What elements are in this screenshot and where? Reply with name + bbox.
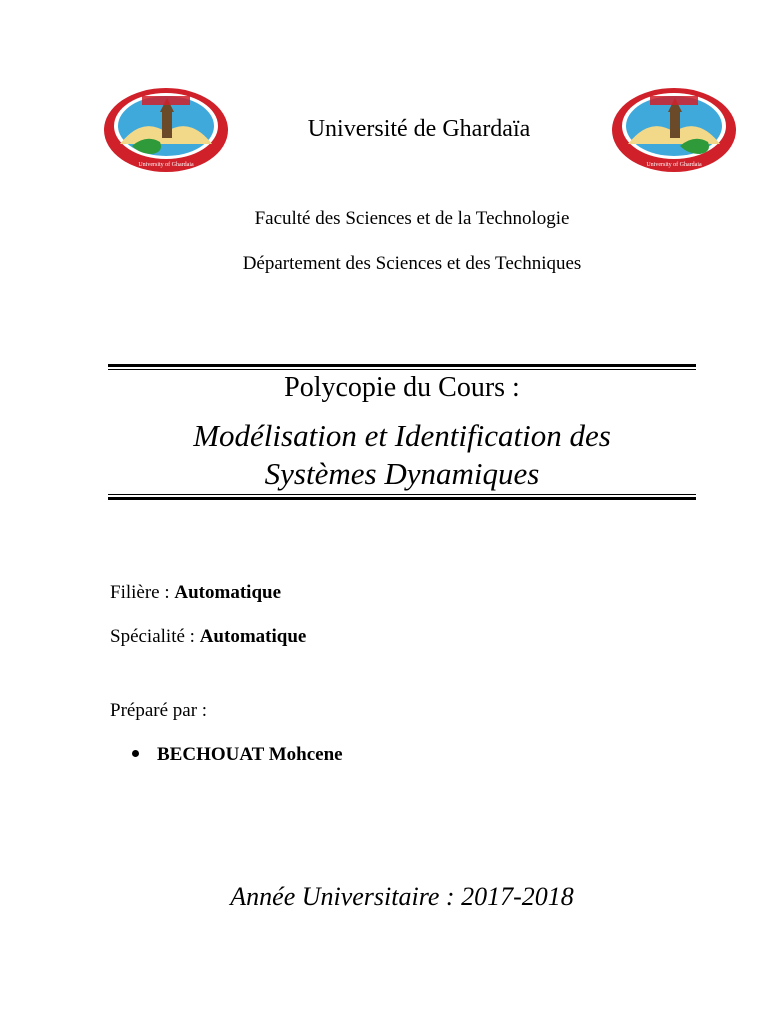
faculty-name: Faculté des Sciences et de la Technologie	[254, 208, 570, 229]
bullet-icon	[132, 750, 139, 757]
filiere-label: Filière :	[110, 582, 170, 603]
course-label: Polycopie du Cours :	[284, 372, 520, 403]
course-title-line2: Systèmes Dynamiques	[264, 456, 540, 491]
filiere-value: Automatique	[174, 582, 282, 603]
university-name: Université de Ghardaïa	[307, 116, 531, 142]
title-rule-top	[108, 364, 696, 370]
department-name: Département des Sciences et des Techniques	[242, 253, 582, 274]
title-rule-bottom	[108, 494, 696, 500]
specialite-line	[110, 626, 306, 648]
specialite-value: Automatique	[199, 626, 307, 647]
author-list-item	[132, 744, 343, 766]
filiere-line	[110, 582, 281, 604]
course-title-line1: Modélisation et Identification des	[193, 418, 611, 453]
prepare-label: Préparé par :	[110, 700, 208, 721]
academic-year: Année Universitaire : 2017-2018	[230, 882, 574, 911]
svg-text:University of Ghardaia: University of Ghardaia	[138, 162, 194, 168]
specialite-label: Spécialité :	[110, 626, 195, 647]
author-name: BECHOUAT Mohcene	[157, 744, 343, 765]
svg-text:University of Ghardaia: University of Ghardaia	[646, 162, 702, 168]
